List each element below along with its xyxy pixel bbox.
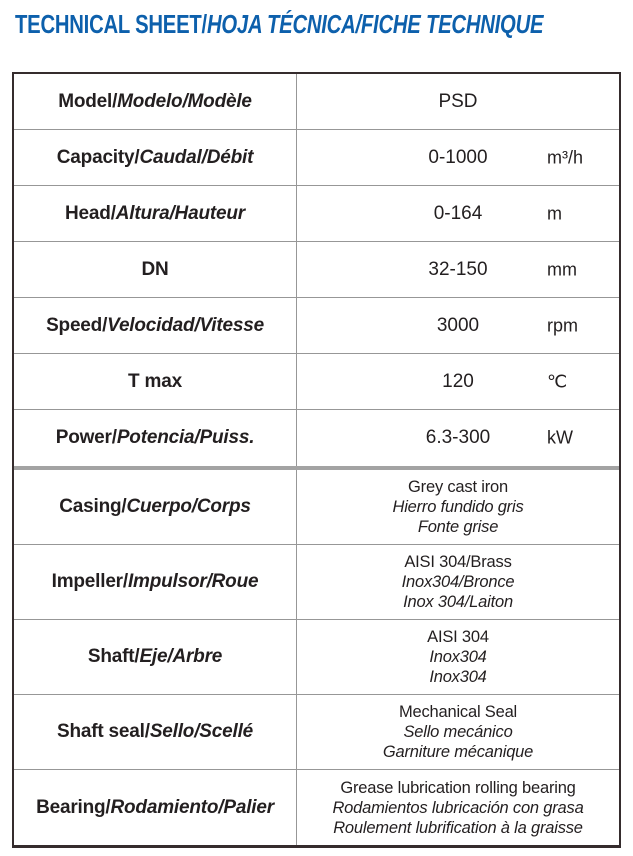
material-line-fr: Inox304 <box>429 668 487 686</box>
row-label-capacity <box>14 130 297 185</box>
label-plain: Shaft/ <box>87 646 140 667</box>
material-line-es: Rodamientos lubricación con grasa <box>332 798 584 817</box>
label-italic: Modelo/Modèle <box>117 90 252 112</box>
label-plain: Speed/ <box>46 314 108 336</box>
material-line-es: Inox304 <box>429 648 487 666</box>
table-row-shaft-seal <box>14 695 619 770</box>
label-italic: Sello/Scellé <box>149 721 254 742</box>
technical-sheet-table <box>12 72 621 848</box>
table-row-casing <box>14 470 619 545</box>
row-label-speed <box>14 298 297 353</box>
row-label-casing <box>14 470 297 544</box>
row-label-model <box>14 74 297 129</box>
label-plain: Impeller/ <box>51 571 128 592</box>
material-line-es: Sello mecánico <box>403 723 513 741</box>
unit-text: mm <box>547 259 577 279</box>
value-text: 0-1000 <box>428 146 488 168</box>
value-text: 3000 <box>436 314 480 336</box>
value-text: 32-150 <box>428 258 488 280</box>
row-value-power <box>297 410 619 466</box>
material-line-en: Grease lubrication rolling bearing <box>340 778 576 797</box>
material-line-es: Hierro fundido gris <box>392 498 524 516</box>
value-text: PSD <box>438 90 478 112</box>
table-row-head <box>14 186 619 242</box>
row-value-tmax <box>297 354 619 409</box>
unit-text: m <box>547 203 562 223</box>
unit-text: ℃ <box>547 371 568 391</box>
label-plain: T max <box>128 370 182 392</box>
label-italic: Caudal/Débit <box>139 146 254 168</box>
unit-text: kW <box>547 427 573 448</box>
label-plain: Shaft seal/ <box>56 721 150 742</box>
row-label-bearing <box>14 770 297 845</box>
unit-text: rpm <box>547 315 578 335</box>
row-label-power <box>14 410 297 466</box>
table-row-tmax <box>14 354 619 410</box>
label-plain: Bearing/ <box>36 796 111 818</box>
row-value-capacity <box>297 130 619 185</box>
label-plain: Power/ <box>55 427 117 448</box>
material-line-en: AISI 304/Brass <box>404 553 512 571</box>
label-italic: Cuerpo/Corps <box>126 496 251 517</box>
label-italic: Potencia/Puiss. <box>116 427 255 448</box>
row-value-casing <box>297 470 619 544</box>
label-plain: Head/ <box>65 202 116 224</box>
row-label-dn <box>14 242 297 297</box>
row-label-shaft <box>14 620 297 694</box>
row-value-speed <box>297 298 619 353</box>
label-plain: Model/ <box>58 90 118 112</box>
row-label-shaft-seal <box>14 695 297 769</box>
label-italic: Altura/Hauteur <box>115 202 245 224</box>
label-plain: DN <box>141 258 169 280</box>
row-value-model <box>297 74 619 129</box>
row-value-impeller <box>297 545 619 619</box>
page-title-plain: TECHNICAL SHEET/ <box>15 9 207 39</box>
material-line-fr: Inox 304/Laiton <box>403 593 513 611</box>
material-line-es: Inox304/Bronce <box>401 573 515 591</box>
label-italic: Impulsor/Roue <box>127 571 259 592</box>
material-line-en: AISI 304 <box>427 628 489 646</box>
table-row-model <box>14 74 619 130</box>
material-line-en: Mechanical Seal <box>398 703 518 721</box>
page-title <box>15 9 543 40</box>
row-value-shaft <box>297 620 619 694</box>
table-row-impeller <box>14 545 619 620</box>
value-text: 120 <box>442 370 474 392</box>
value-text: 6.3-300 <box>425 427 491 448</box>
material-line-fr: Fonte grise <box>417 518 499 536</box>
page-title-italic: HOJA TÉCNICA/FICHE TECHNIQUE <box>206 9 544 39</box>
row-value-bearing <box>297 770 619 845</box>
material-line-fr: Garniture mécanique <box>382 743 534 761</box>
unit-text: m³/h <box>547 147 583 167</box>
row-label-tmax <box>14 354 297 409</box>
table-row-bearing <box>14 770 619 845</box>
label-plain: Casing/ <box>59 496 127 517</box>
table-row-power <box>14 410 619 466</box>
table-row-speed <box>14 298 619 354</box>
material-line-fr: Roulement lubrification à la graisse <box>333 818 583 837</box>
table-row-dn <box>14 242 619 298</box>
material-line-en: Grey cast iron <box>408 478 508 496</box>
table-row-capacity <box>14 130 619 186</box>
value-text: 0-164 <box>433 202 483 224</box>
table-row-shaft <box>14 620 619 695</box>
row-label-head <box>14 186 297 241</box>
label-plain: Capacity/ <box>56 146 140 168</box>
label-italic: Rodamiento/Palier <box>110 796 274 818</box>
label-italic: Velocidad/Vitesse <box>107 314 264 336</box>
label-italic: Eje/Arbre <box>139 646 223 667</box>
row-value-head <box>297 186 619 241</box>
row-label-impeller <box>14 545 297 619</box>
row-value-shaft-seal <box>297 695 619 769</box>
row-value-dn <box>297 242 619 297</box>
